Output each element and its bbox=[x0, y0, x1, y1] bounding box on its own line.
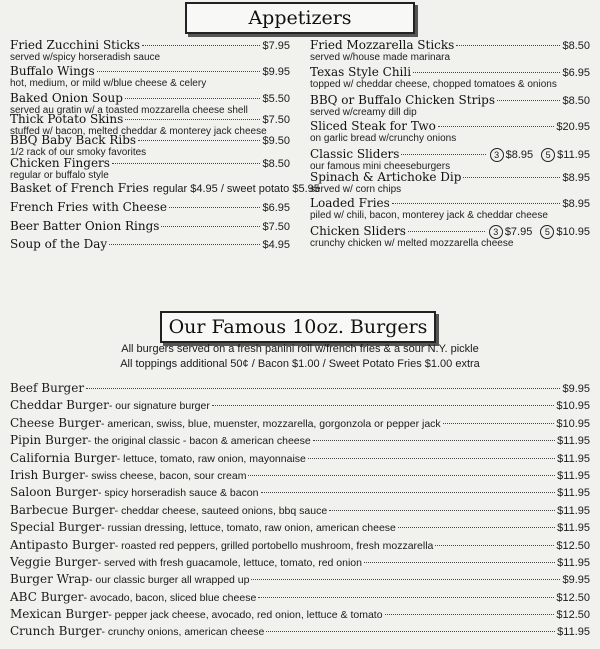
item-price: $8.50 bbox=[262, 158, 290, 170]
item-price: $9.95 bbox=[262, 66, 290, 78]
burger-price: $9.95 bbox=[562, 574, 590, 587]
item-price: $10.95 bbox=[556, 226, 590, 238]
burger-price: $11.95 bbox=[557, 452, 590, 465]
item-description: hot, medium, or mild w/blue cheese & celery bbox=[10, 78, 207, 89]
burger-row bbox=[10, 484, 590, 501]
burger-row bbox=[10, 502, 590, 519]
menu-item bbox=[310, 65, 590, 93]
burger-description: - served with fresh guacamole, lettuce, tomato, red onion bbox=[97, 556, 362, 569]
item-name: Chicken Fingers bbox=[10, 156, 110, 170]
item-description: regular or buffalo style bbox=[10, 170, 109, 181]
leader-dots bbox=[443, 423, 555, 424]
burger-name: Cheese Burger bbox=[10, 415, 101, 430]
burger-description: - roasted red peppers, grilled portobello mushroom, fresh mozzarella bbox=[114, 539, 434, 552]
item-description: on garlic bread w/crunchy onions bbox=[310, 133, 457, 144]
burger-name: ABC Burger bbox=[10, 589, 84, 604]
burger-price: $11.95 bbox=[557, 435, 590, 448]
menu-item bbox=[10, 64, 290, 91]
burger-row bbox=[10, 467, 590, 484]
item-description: served w/house made marinara bbox=[310, 52, 451, 63]
menu-item bbox=[10, 200, 290, 219]
leader-dots bbox=[251, 579, 560, 580]
menu-item-line bbox=[310, 119, 590, 133]
item-name: BBQ Baby Back Ribs bbox=[10, 133, 137, 147]
item-name: Fried Mozzarella Sticks bbox=[310, 38, 455, 52]
menu-item-line bbox=[10, 219, 290, 233]
leader-dots bbox=[463, 177, 560, 178]
slider-count-badge: 3 bbox=[490, 148, 504, 162]
item-description: served au gratin w/ a toasted mozzarella cheese shell bbox=[10, 105, 248, 116]
burger-name: Beef Burger bbox=[10, 381, 85, 395]
burger-price: $11.95 bbox=[557, 504, 590, 517]
burger-name: Cheddar Burger bbox=[10, 398, 109, 413]
menu-item-line bbox=[10, 156, 290, 170]
leader-dots bbox=[401, 154, 485, 155]
burger-price: $9.95 bbox=[562, 383, 590, 395]
leader-dots bbox=[261, 492, 556, 493]
item-price: $20.95 bbox=[556, 121, 590, 133]
menu-item bbox=[10, 91, 290, 116]
burger-price: $12.50 bbox=[556, 591, 590, 604]
item-price: $8.50 bbox=[562, 40, 590, 52]
menu-item-line bbox=[10, 64, 290, 78]
leader-dots bbox=[125, 119, 260, 120]
menu-item-line bbox=[310, 224, 590, 238]
item-description: served w/spicy horseradish sauce bbox=[10, 52, 161, 63]
leader-dots bbox=[109, 244, 260, 245]
item-name: Chicken Sliders bbox=[310, 224, 406, 238]
menu-item-line bbox=[10, 237, 290, 251]
burger-row bbox=[10, 571, 590, 588]
burger-description: - pepper jack cheese, avocado, red onion, lettuce & tomato bbox=[108, 609, 383, 622]
menu-item bbox=[310, 196, 590, 224]
item-description: served w/creamy dill dip bbox=[310, 107, 417, 118]
item-price: $11.95 bbox=[557, 149, 590, 161]
burger-price: $11.95 bbox=[557, 469, 590, 482]
burger-description: - avocado, bacon, sliced blue cheese bbox=[83, 591, 257, 604]
menu-item-line bbox=[310, 147, 590, 161]
leader-dots bbox=[248, 475, 555, 476]
leader-dots bbox=[408, 231, 485, 232]
burger-description: - swiss cheese, bacon, sour cream bbox=[84, 469, 247, 482]
appetizers-heading: Appetizers bbox=[185, 2, 415, 34]
menu-item bbox=[310, 38, 590, 65]
burger-description: - the original classic - bacon & american cheese bbox=[87, 435, 311, 448]
menu-item bbox=[10, 38, 290, 64]
item-name: French Fries with Cheese bbox=[10, 200, 167, 214]
menu-item-line bbox=[310, 196, 590, 210]
item-price: $8.50 bbox=[562, 95, 590, 107]
burger-row bbox=[10, 623, 590, 640]
burger-description: - russian dressing, lettuce, tomato, raw onion, american cheese bbox=[101, 522, 396, 535]
leader-dots bbox=[364, 562, 555, 563]
item-description: served w/ corn chips bbox=[310, 184, 402, 195]
leader-dots bbox=[497, 100, 560, 101]
burger-price: $11.95 bbox=[557, 556, 590, 569]
item-name: Buffalo Wings bbox=[10, 64, 95, 78]
item-price: $6.95 bbox=[562, 67, 590, 79]
burger-name: Irish Burger bbox=[10, 467, 85, 482]
item-price: regular $4.95 / sweet potato $5.95 bbox=[152, 183, 320, 195]
menu-item bbox=[310, 224, 590, 252]
leader-dots bbox=[308, 458, 555, 459]
burgers-intro-line-1: All burgers served on a fresh panini roll w/french fries & a sour N.Y. pickle bbox=[121, 343, 479, 355]
menu-item-line bbox=[310, 65, 590, 79]
burger-description: - lettuce, tomato, raw onion, mayonnaise bbox=[116, 452, 306, 465]
burger-description: - our signature burger bbox=[108, 400, 210, 413]
leader-dots bbox=[86, 388, 560, 389]
burger-description: - crunchy onions, american cheese bbox=[101, 626, 265, 639]
item-name: Fried Zucchini Sticks bbox=[10, 38, 140, 52]
item-name: Sliced Steak for Two bbox=[310, 119, 436, 133]
burger-name: Antipasto Burger bbox=[10, 537, 115, 552]
item-description: topped w/ cheddar cheese, chopped tomatoes & onions bbox=[310, 79, 557, 90]
slider-count-badge: 5 bbox=[541, 148, 555, 162]
burger-description: - spicy horseradish sauce & bacon bbox=[98, 487, 259, 500]
menu-item bbox=[310, 147, 590, 170]
leader-dots bbox=[169, 207, 260, 208]
item-price: $7.50 bbox=[262, 221, 290, 233]
item-description: stuffed w/ bacon, melted cheddar & monterey jack cheese bbox=[10, 126, 267, 137]
burger-row bbox=[10, 606, 590, 623]
menu-item bbox=[310, 119, 590, 147]
burger-name: Barbecue Burger bbox=[10, 502, 115, 517]
burger-price: $12.50 bbox=[556, 609, 590, 622]
leader-dots bbox=[392, 203, 561, 204]
item-price: $7.95 bbox=[262, 40, 290, 52]
leader-dots bbox=[313, 440, 555, 441]
item-price: $9.50 bbox=[262, 135, 290, 147]
burgers-heading: Our Famous 10oz. Burgers bbox=[160, 311, 436, 343]
leader-dots bbox=[97, 71, 261, 72]
burger-name: Mexican Burger bbox=[10, 607, 109, 622]
leader-dots bbox=[413, 72, 560, 73]
item-description: piled w/ chili, bacon, monterey jack & cheddar cheese bbox=[310, 210, 548, 221]
item-name: Basket of French Fries bbox=[10, 181, 149, 195]
burger-name: Veggie Burger bbox=[10, 554, 98, 569]
item-price: $8.95 bbox=[505, 149, 534, 161]
item-description: 1/2 rack of our smoky favorites bbox=[10, 147, 147, 158]
leader-dots bbox=[125, 98, 261, 99]
burger-price: $11.95 bbox=[557, 626, 590, 639]
item-name: Texas Style Chili bbox=[310, 65, 412, 79]
menu-item-line bbox=[10, 181, 320, 195]
appetizers-left-column bbox=[10, 38, 320, 255]
leader-dots bbox=[329, 510, 555, 511]
burger-price: $10.95 bbox=[556, 417, 590, 430]
item-name: Beer Batter Onion Rings bbox=[10, 219, 160, 233]
burger-row bbox=[10, 519, 590, 536]
burger-row bbox=[10, 554, 590, 571]
slider-count-badge: 5 bbox=[540, 225, 554, 239]
item-name: Loaded Fries bbox=[310, 196, 390, 210]
item-price: $7.95 bbox=[504, 226, 533, 238]
menu-item-line bbox=[10, 91, 290, 105]
appetizers-right-column bbox=[310, 38, 590, 252]
item-name: Baked Onion Soup bbox=[10, 91, 123, 105]
item-name: Spinach & Artichoke Dip bbox=[310, 170, 462, 184]
leader-dots bbox=[138, 140, 260, 141]
burger-price: $10.95 bbox=[556, 400, 590, 413]
burgers-intro-line-2: All toppings additional 50¢ / Bacon $1.00 / Sweet Potato Fries $1.00 extra bbox=[120, 358, 480, 370]
item-name: Thick Potato Skins bbox=[10, 112, 124, 126]
leader-dots bbox=[438, 126, 554, 127]
burger-row bbox=[10, 415, 590, 432]
burger-row bbox=[10, 397, 590, 414]
item-name: BBQ or Buffalo Chicken Strips bbox=[310, 93, 496, 107]
leader-dots bbox=[258, 597, 554, 598]
item-price: $4.95 bbox=[262, 239, 290, 251]
burger-row bbox=[10, 589, 590, 606]
menu-item-line bbox=[10, 38, 290, 52]
leader-dots bbox=[435, 545, 554, 546]
menu-item-line bbox=[310, 170, 590, 184]
burger-row bbox=[10, 380, 590, 397]
burger-name: Special Burger bbox=[10, 520, 102, 535]
leader-dots bbox=[385, 614, 555, 615]
menu-item bbox=[10, 156, 290, 181]
burger-row bbox=[10, 450, 590, 467]
burger-name: California Burger bbox=[10, 450, 117, 465]
burger-name: Crunch Burger bbox=[10, 624, 102, 639]
burger-price: $11.95 bbox=[557, 522, 590, 535]
menu-item bbox=[10, 219, 290, 237]
burger-row bbox=[10, 432, 590, 449]
item-name: Classic Sliders bbox=[310, 147, 400, 161]
burger-name: Saloon Burger bbox=[10, 485, 99, 500]
leader-dots bbox=[398, 527, 555, 528]
item-price: $8.95 bbox=[562, 198, 590, 210]
leader-dots bbox=[456, 45, 560, 46]
burger-price: $11.95 bbox=[557, 487, 590, 500]
leader-dots bbox=[142, 45, 260, 46]
menu-item bbox=[10, 237, 290, 255]
burger-description: - cheddar cheese, sauteed onions, bbq sauce bbox=[114, 504, 328, 517]
burger-price: $12.50 bbox=[556, 539, 590, 552]
leader-dots bbox=[112, 163, 261, 164]
leader-dots bbox=[161, 226, 260, 227]
burger-name: Pipin Burger bbox=[10, 433, 88, 448]
item-description: crunchy chicken w/ melted mozzarella cheese bbox=[310, 238, 514, 249]
menu-item bbox=[310, 170, 590, 196]
burger-name: Burger Wrap bbox=[10, 572, 89, 587]
item-price: $8.95 bbox=[562, 172, 590, 184]
leader-dots bbox=[212, 405, 554, 406]
burger-row bbox=[10, 537, 590, 554]
menu-item-line bbox=[310, 38, 590, 52]
menu-item-line bbox=[310, 93, 590, 107]
burger-description: - our classic burger all wrapped up bbox=[88, 574, 250, 587]
menu-item bbox=[310, 93, 590, 119]
leader-dots bbox=[266, 631, 555, 632]
menu-item bbox=[10, 181, 320, 200]
item-name: Soup of the Day bbox=[10, 237, 108, 251]
menu-item-line bbox=[10, 200, 290, 214]
item-price: $6.95 bbox=[262, 202, 290, 214]
item-description: our famous mini cheeseburgers bbox=[310, 161, 451, 172]
burgers-list bbox=[10, 380, 590, 641]
burger-description: - american, swiss, blue, muenster, mozzarella, gorgonzola or pepper jack bbox=[101, 417, 441, 430]
item-price: $7.50 bbox=[262, 114, 290, 126]
item-price: $5.50 bbox=[262, 93, 290, 105]
slider-count-badge: 3 bbox=[489, 225, 503, 239]
